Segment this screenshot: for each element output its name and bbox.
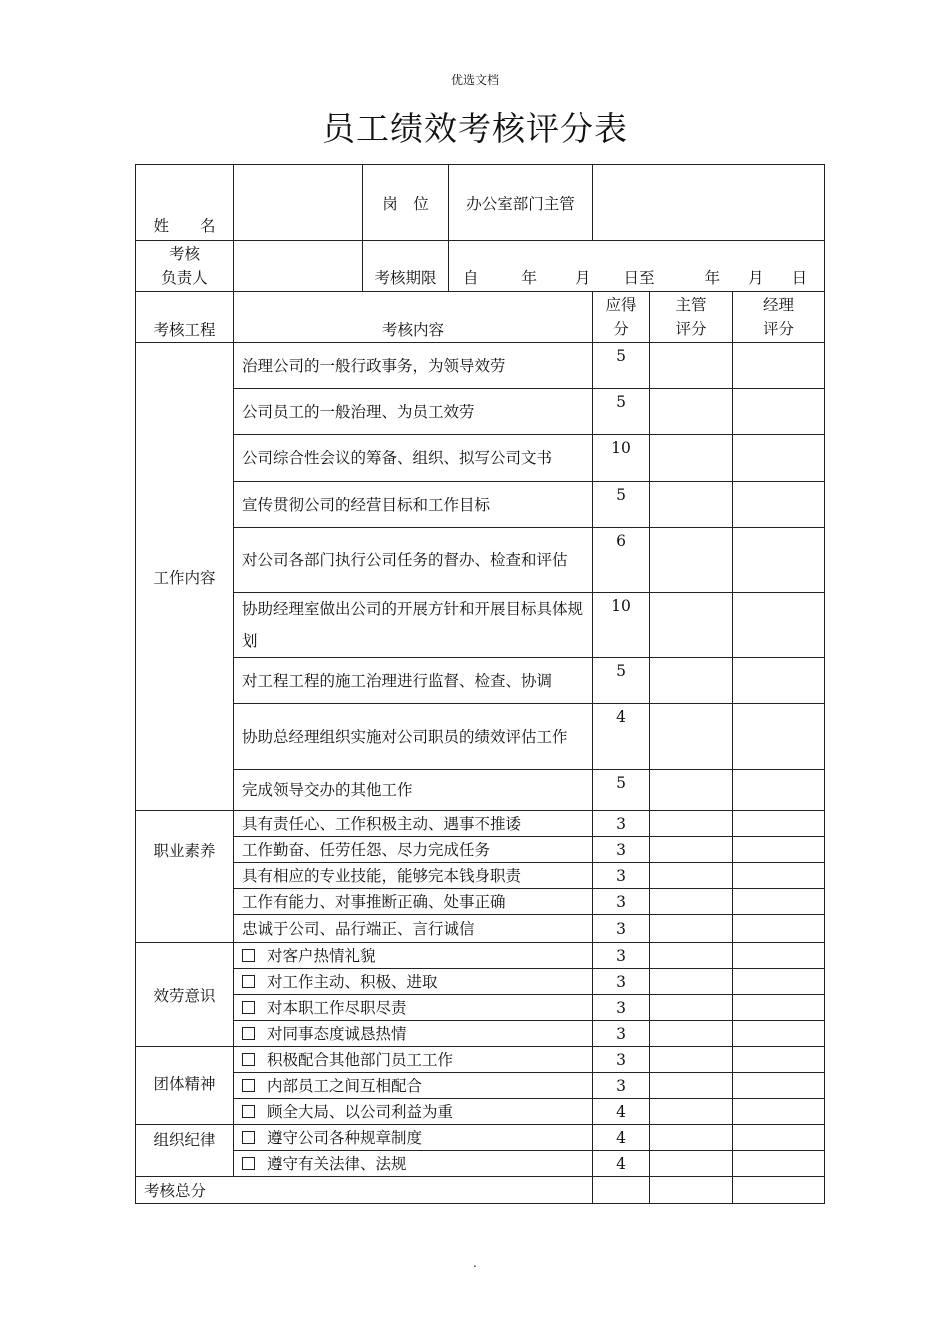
supervisor-score-cell[interactable] <box>650 389 733 435</box>
name-field[interactable] <box>234 165 363 241</box>
manager-score-cell[interactable] <box>733 837 825 863</box>
period-year2: 年 <box>704 269 721 287</box>
supervisor-score-cell[interactable] <box>650 969 733 995</box>
manager-score-cell[interactable] <box>733 528 825 593</box>
row-content <box>234 1073 593 1099</box>
row-score: 10 <box>593 593 650 658</box>
period-day-to: 日至 <box>623 269 655 287</box>
table-row <box>136 969 825 995</box>
row-content: 协助经理室做出公司的开展方针和开展目标具体规划 <box>234 593 593 658</box>
checkbox[interactable] <box>242 1157 255 1170</box>
total-manager-cell[interactable] <box>733 1177 825 1204</box>
row-score: 3 <box>593 1021 650 1047</box>
row-score: 3 <box>593 1047 650 1073</box>
section-label-service: 效劳意识 <box>136 943 234 1047</box>
row-content-text: 对同事态度诚恳热情 <box>267 1024 407 1043</box>
table-row <box>136 889 825 915</box>
table-row <box>136 1125 825 1151</box>
table-row <box>136 863 825 889</box>
row-content <box>234 1125 593 1151</box>
table-row <box>136 658 825 704</box>
period-month: 月 <box>575 269 591 287</box>
row-score: 3 <box>593 943 650 969</box>
supervisor-score-cell[interactable] <box>650 343 733 389</box>
row-content: 完成领导交办的其他工作 <box>234 770 593 811</box>
supervisor-score-cell[interactable] <box>650 1125 733 1151</box>
row-content-text: 对客户热情礼貌 <box>267 946 376 965</box>
table-row <box>136 343 825 389</box>
position-label: 岗 位 <box>363 165 449 241</box>
reviewer-label <box>136 241 234 292</box>
reviewer-label-line2: 负责人 <box>161 269 208 287</box>
supervisor-score-cell[interactable] <box>650 1021 733 1047</box>
row-content: 具有相应的专业技能，能够完本钱身职责 <box>234 863 593 889</box>
header-note: 优选文档 <box>450 73 499 87</box>
row-content <box>234 995 593 1021</box>
manager-score-cell[interactable] <box>733 1099 825 1125</box>
row-content <box>234 943 593 969</box>
table-row <box>136 1099 825 1125</box>
table-row <box>136 1151 825 1177</box>
manager-score-cell[interactable] <box>733 811 825 837</box>
checkbox[interactable] <box>242 1001 255 1014</box>
row-content-text: 对工作主动、积极、进取 <box>267 972 438 991</box>
total-supervisor-cell[interactable] <box>650 1177 733 1204</box>
row-content: 治理公司的一般行政事务，为领导效劳 <box>234 343 593 389</box>
total-row <box>136 1177 825 1204</box>
section-label-discipline: 组织纪律 <box>136 1125 234 1177</box>
reviewer-label-line1: 考核 <box>168 245 200 263</box>
supervisor-score-cell[interactable] <box>650 1099 733 1125</box>
row-score: 10 <box>593 435 650 482</box>
checkbox[interactable] <box>242 1105 255 1118</box>
manager-score-cell[interactable] <box>733 1151 825 1177</box>
supervisor-score-cell[interactable] <box>650 1047 733 1073</box>
supervisor-score-cell[interactable] <box>650 943 733 969</box>
row-score: 4 <box>593 1151 650 1177</box>
manager-score-cell[interactable] <box>733 863 825 889</box>
checkbox[interactable] <box>242 1079 255 1092</box>
manager-score-cell[interactable] <box>733 995 825 1021</box>
manager-score-cell[interactable] <box>733 1073 825 1099</box>
checkbox[interactable] <box>242 1027 255 1040</box>
supervisor-score-cell[interactable] <box>650 482 733 528</box>
period-year: 年 <box>521 269 538 287</box>
table-row <box>136 1047 825 1073</box>
supervisor-score-cell[interactable] <box>650 593 733 658</box>
table-row <box>136 811 825 837</box>
col-header-manager-line1: 经理 <box>763 296 795 314</box>
row-content-text: 遵守有关法律、法规 <box>267 1154 407 1173</box>
period-label: 考核期限 <box>363 241 449 292</box>
manager-score-cell[interactable] <box>733 482 825 528</box>
period-from: 自 <box>463 269 479 287</box>
table-row <box>136 389 825 435</box>
row-score: 5 <box>593 343 650 389</box>
manager-score-cell[interactable] <box>733 915 825 943</box>
checkbox[interactable] <box>242 975 255 988</box>
row-content: 宣传贯彻公司的经营目标和工作目标 <box>234 482 593 528</box>
section-label-work: 工作内容 <box>136 343 234 811</box>
row-score: 3 <box>593 889 650 915</box>
supervisor-score-cell[interactable] <box>650 915 733 943</box>
row-content-text: 遵守公司各种规章制度 <box>267 1128 423 1147</box>
period-month2: 月 <box>748 269 764 287</box>
supervisor-score-cell[interactable] <box>650 1151 733 1177</box>
supervisor-score-cell[interactable] <box>650 995 733 1021</box>
row-content: 忠诚于公司、品行端正、言行诚信 <box>234 915 593 943</box>
table-row <box>136 1021 825 1047</box>
supervisor-score-cell[interactable] <box>650 704 733 770</box>
col-header-manager-line2: 评分 <box>763 320 795 338</box>
manager-score-cell[interactable] <box>733 658 825 704</box>
checkbox[interactable] <box>242 949 255 962</box>
col-header-score <box>593 292 650 343</box>
table-row <box>136 770 825 811</box>
col-header-supervisor <box>650 292 733 343</box>
manager-score-cell[interactable] <box>733 1021 825 1047</box>
info-row-name <box>136 165 825 241</box>
row-content: 工作有能力、对事推断正确、处事正确 <box>234 889 593 915</box>
period-field[interactable] <box>449 241 825 292</box>
supervisor-score-cell[interactable] <box>650 435 733 482</box>
manager-score-cell[interactable] <box>733 969 825 995</box>
row-score: 3 <box>593 1073 650 1099</box>
row-content: 工作勤奋、任劳任怨、尽力完成任务 <box>234 837 593 863</box>
col-header-score-line2: 分 <box>613 320 629 338</box>
table-row <box>136 837 825 863</box>
row-score: 3 <box>593 811 650 837</box>
row-score: 3 <box>593 915 650 943</box>
footer-dot: . <box>473 1256 477 1270</box>
row-score: 5 <box>593 770 650 811</box>
position-extra-field[interactable] <box>593 165 825 241</box>
row-score: 3 <box>593 837 650 863</box>
reviewer-field[interactable] <box>234 241 363 292</box>
supervisor-score-cell[interactable] <box>650 770 733 811</box>
row-content: 对工程工程的施工治理进行监督、检查、协调 <box>234 658 593 704</box>
row-content-text: 顾全大局、以公司利益为重 <box>267 1102 454 1121</box>
row-content <box>234 1021 593 1047</box>
col-header-manager <box>733 292 825 343</box>
manager-score-cell[interactable] <box>733 435 825 482</box>
row-score: 6 <box>593 528 650 593</box>
row-score: 5 <box>593 389 650 435</box>
manager-score-cell[interactable] <box>733 593 825 658</box>
supervisor-score-cell[interactable] <box>650 1073 733 1099</box>
manager-score-cell[interactable] <box>733 704 825 770</box>
row-content-text: 积极配合其他部门员工工作 <box>267 1050 454 1069</box>
manager-score-cell[interactable] <box>733 889 825 915</box>
table-row <box>136 528 825 593</box>
row-score: 4 <box>593 1099 650 1125</box>
supervisor-score-cell[interactable] <box>650 889 733 915</box>
row-score: 4 <box>593 704 650 770</box>
row-content: 公司综合性会议的筹备、组织、拟写公司文书 <box>234 435 593 482</box>
row-content: 具有责任心、工作积极主动、遇事不推诿 <box>234 811 593 837</box>
info-row-reviewer <box>136 241 825 292</box>
total-score-cell[interactable] <box>593 1177 650 1204</box>
col-header-content: 考核内容 <box>234 292 593 343</box>
table-row <box>136 704 825 770</box>
row-content <box>234 969 593 995</box>
row-content: 协助总经理组织实施对公司职员的绩效评估工作 <box>234 704 593 770</box>
table-row <box>136 943 825 969</box>
supervisor-score-cell[interactable] <box>650 863 733 889</box>
period-day2: 日 <box>791 269 808 287</box>
row-content <box>234 1099 593 1125</box>
checkbox[interactable] <box>242 1131 255 1144</box>
page-title: 员工绩效考核评分表 <box>322 109 628 148</box>
col-header-score-line1: 应得 <box>605 296 637 314</box>
row-content <box>234 1151 593 1177</box>
supervisor-score-cell[interactable] <box>650 837 733 863</box>
row-score: 5 <box>593 482 650 528</box>
total-label: 考核总分 <box>136 1177 593 1204</box>
manager-score-cell[interactable] <box>733 1047 825 1073</box>
row-score: 5 <box>593 658 650 704</box>
manager-score-cell[interactable] <box>733 389 825 435</box>
supervisor-score-cell[interactable] <box>650 811 733 837</box>
manager-score-cell[interactable] <box>733 343 825 389</box>
table-row <box>136 995 825 1021</box>
section-label-professionalism: 职业素养 <box>136 811 234 943</box>
table-row <box>136 593 825 658</box>
row-score: 4 <box>593 1125 650 1151</box>
position-value: 办公室部门主管 <box>449 165 593 241</box>
row-content <box>234 1047 593 1073</box>
table-row <box>136 482 825 528</box>
row-score: 3 <box>593 995 650 1021</box>
table-row <box>136 915 825 943</box>
section-label-teamwork: 团体精神 <box>136 1047 234 1125</box>
evaluation-form <box>135 164 825 1204</box>
col-header-item: 考核工程 <box>136 292 234 343</box>
row-content: 对公司各部门执行公司任务的督办、检查和评估 <box>234 528 593 593</box>
row-score: 3 <box>593 863 650 889</box>
manager-score-cell[interactable] <box>733 770 825 811</box>
col-header-supervisor-line2: 评分 <box>675 320 707 338</box>
supervisor-score-cell[interactable] <box>650 658 733 704</box>
manager-score-cell[interactable] <box>733 943 825 969</box>
manager-score-cell[interactable] <box>733 1125 825 1151</box>
row-content: 公司员工的一般治理、为员工效劳 <box>234 389 593 435</box>
table-row <box>136 435 825 482</box>
row-content-text: 内部员工之间互相配合 <box>267 1076 423 1095</box>
row-content-text: 对本职工作尽职尽责 <box>267 998 407 1017</box>
name-label: 姓 名 <box>136 165 234 241</box>
supervisor-score-cell[interactable] <box>650 528 733 593</box>
checkbox[interactable] <box>242 1053 255 1066</box>
col-header-supervisor-line1: 主管 <box>675 296 707 314</box>
column-header-row <box>136 292 825 343</box>
row-score: 3 <box>593 969 650 995</box>
table-row <box>136 1073 825 1099</box>
